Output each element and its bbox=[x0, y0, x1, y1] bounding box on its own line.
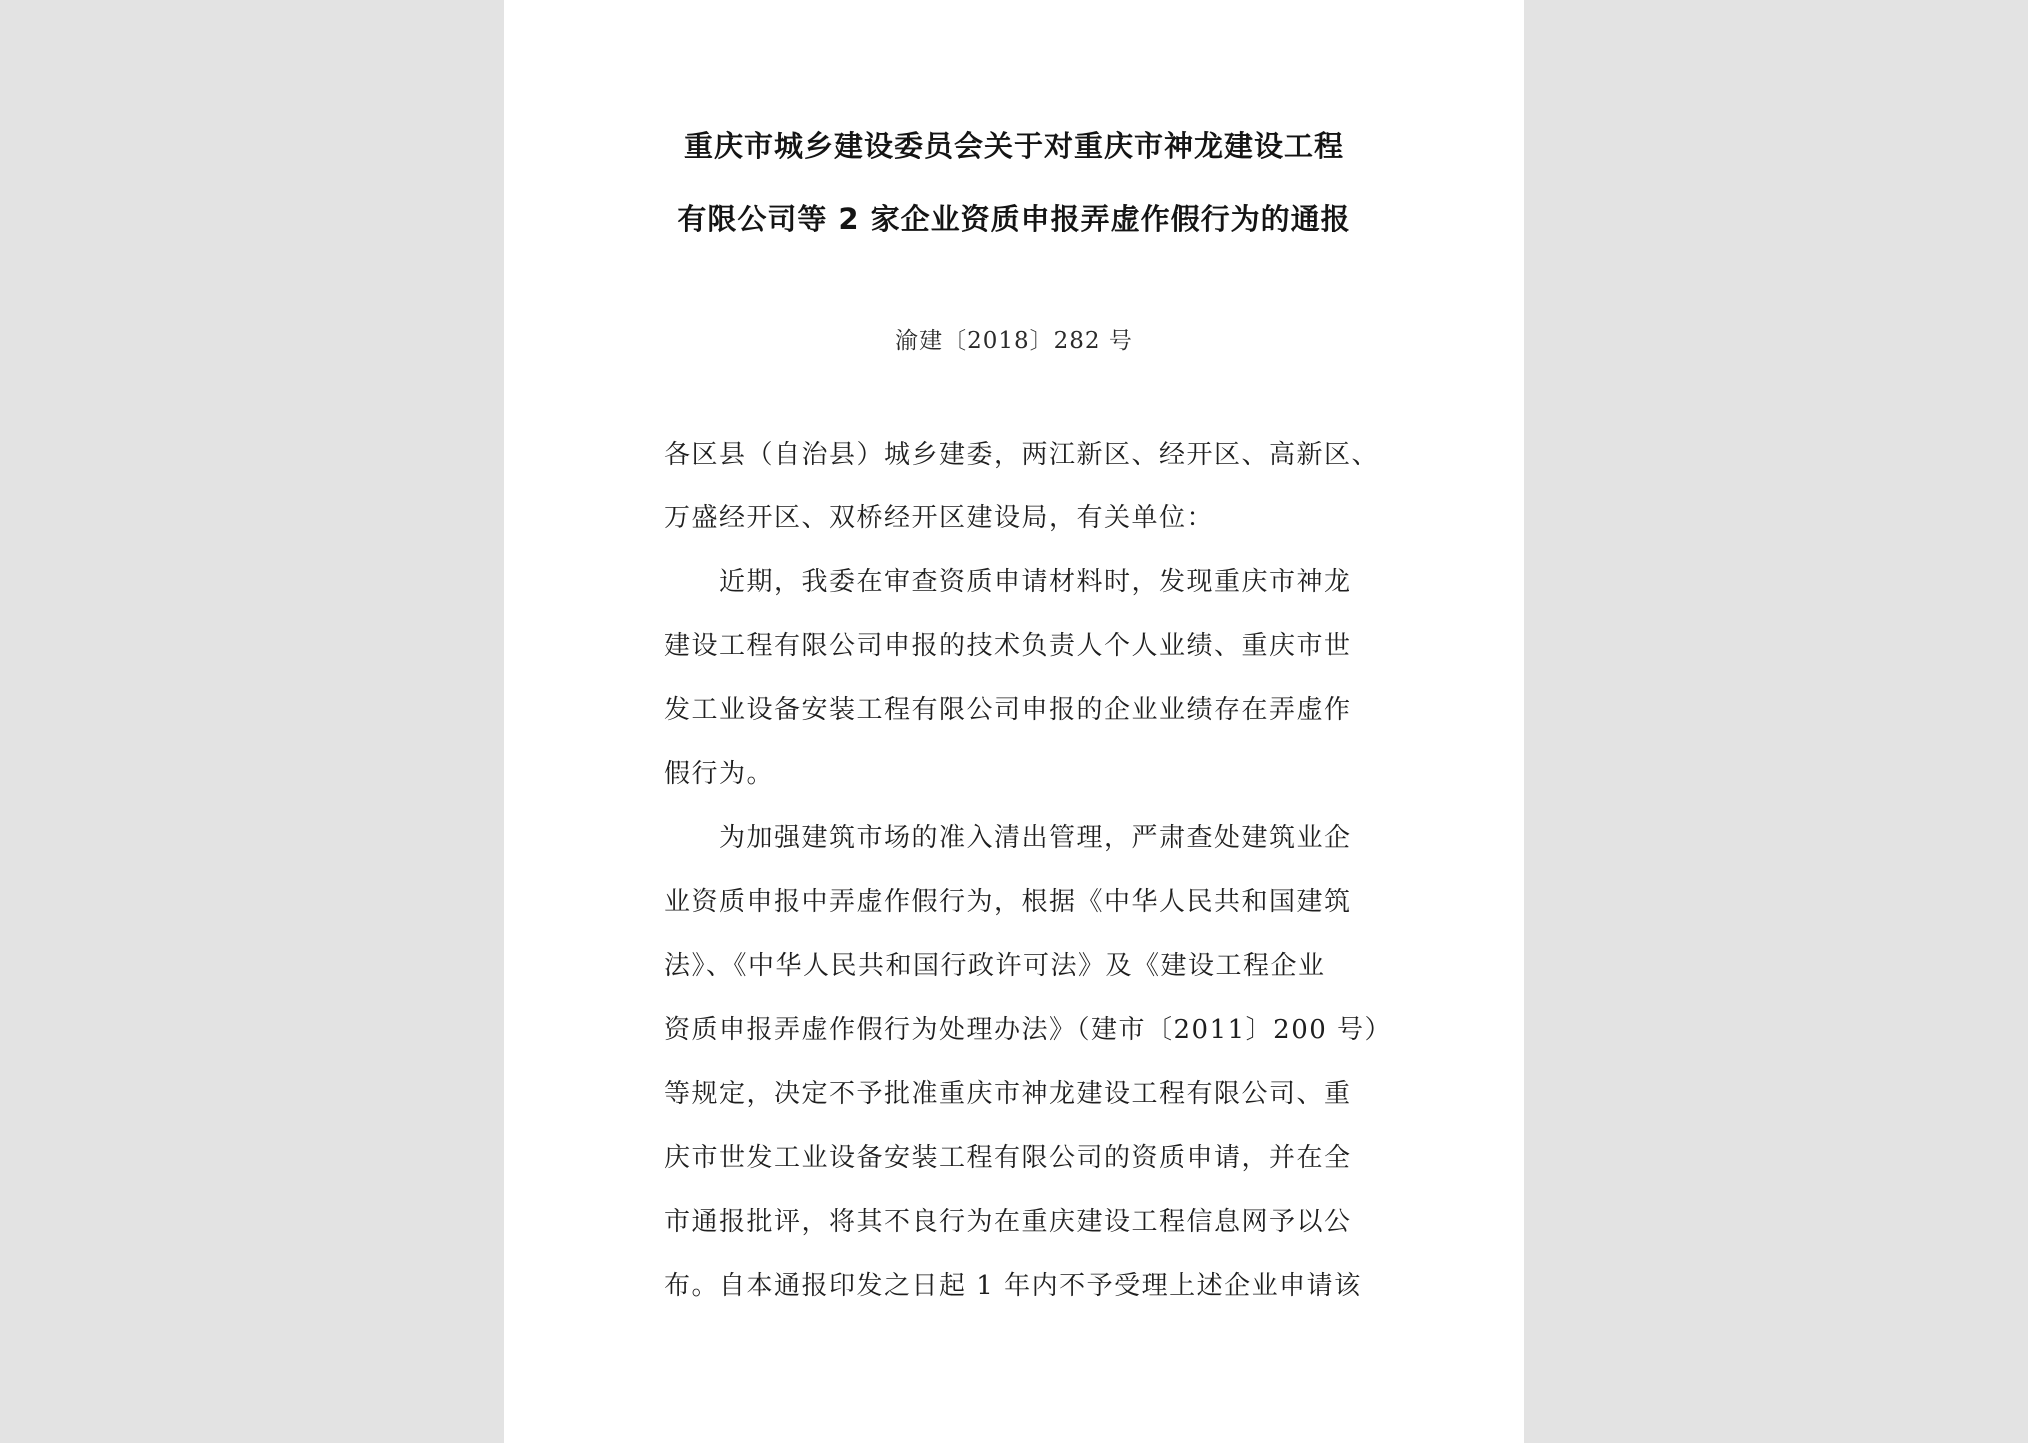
addressee-line-2: 万盛经开区、双桥经开区建设局，有关单位： bbox=[664, 503, 1215, 533]
paragraph2-line-8: 布。自本通报印发之日起 1 年内不予受理上述企业申请该 bbox=[664, 1271, 1362, 1301]
document-title-line-1: 重庆市城乡建设委员会关于对重庆市神龙建设工程 bbox=[683, 129, 1344, 163]
paragraph2-line-2: 业资质申报中弄虚作假行为，根据《中华人民共和国建筑 bbox=[664, 887, 1352, 917]
document-number: 渝建〔2018〕282 号 bbox=[895, 328, 1133, 354]
paragraph1-line-4: 假行为。 bbox=[664, 759, 775, 789]
document-page bbox=[504, 0, 1524, 1443]
paragraph1-line-1: 近期，我委在审查资质申请材料时，发现重庆市神龙 bbox=[719, 567, 1352, 597]
paragraph2-line-6: 庆市世发工业设备安装工程有限公司的资质申请，并在全 bbox=[664, 1143, 1352, 1173]
paragraph2-line-5: 等规定，决定不予批准重庆市神龙建设工程有限公司、重 bbox=[664, 1079, 1352, 1109]
paragraph2-line-1: 为加强建筑市场的准入清出管理，严肃查处建筑业企 bbox=[719, 823, 1352, 853]
paragraph2-line-7: 市通报批评，将其不良行为在重庆建设工程信息网予以公 bbox=[664, 1207, 1352, 1237]
paragraph1-line-3: 发工业设备安装工程有限公司申报的企业业绩存在弄虚作 bbox=[664, 695, 1352, 725]
addressee-line-1: 各区县（自治县）城乡建委，两江新区、经开区、高新区、 bbox=[664, 440, 1380, 470]
document-title-line-2: 有限公司等 2 家企业资质申报弄虚作假行为的通报 bbox=[677, 202, 1351, 236]
paragraph2-line-3: 法》、《中华人民共和国行政许可法》及《建设工程企业 bbox=[664, 951, 1326, 981]
paragraph2-line-4: 资质申报弄虚作假行为处理办法》（建市〔2011〕200 号） bbox=[664, 1015, 1393, 1045]
paragraph1-line-2: 建设工程有限公司申报的技术负责人个人业绩、重庆市世 bbox=[664, 631, 1352, 661]
